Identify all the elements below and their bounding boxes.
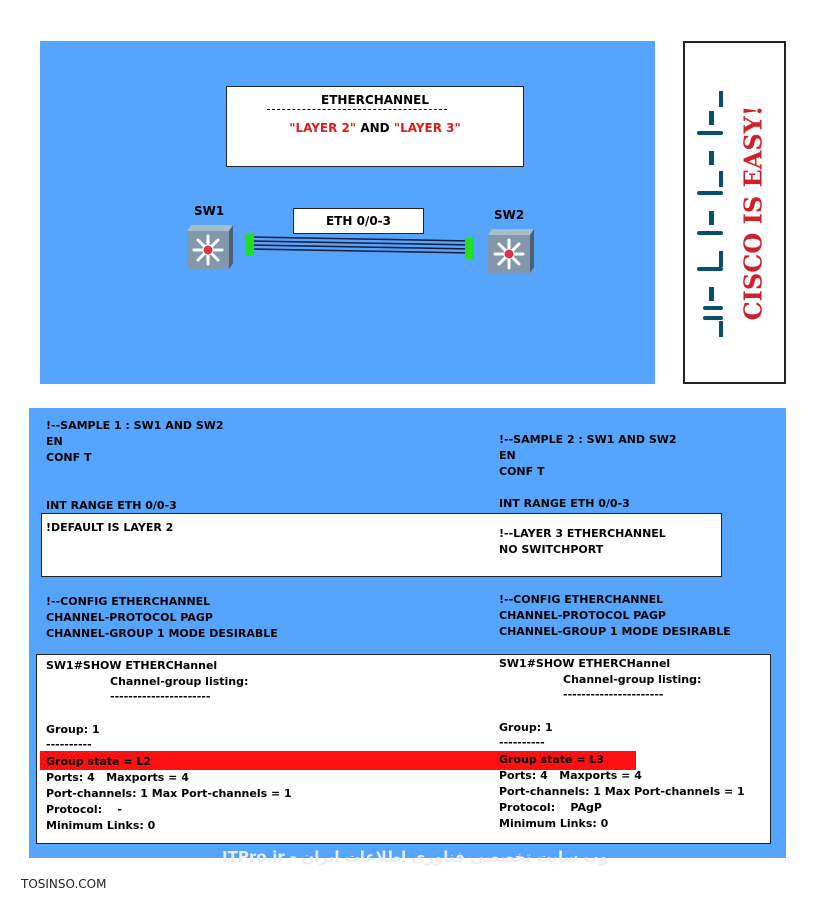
sample1-en: EN <box>46 435 63 448</box>
sample1-config-header: !--CONFIG ETHERCHANNEL <box>46 595 211 608</box>
sample1-config-group: CHANNEL-GROUP 1 MODE DESIRABLE <box>46 627 278 640</box>
sample1-int-range: INT RANGE ETH 0/0-3 <box>46 499 177 512</box>
sample1-protocol: Protocol: - <box>46 803 122 816</box>
sample1-header: !--SAMPLE 1 : SW1 AND SW2 <box>46 419 224 432</box>
diagram-panel <box>40 41 655 384</box>
sample2-ports: Ports: 4 Maxports = 4 <box>499 769 642 782</box>
sample1-config-protocol: CHANNEL-PROTOCOL PAGP <box>46 611 213 624</box>
cisco-bars-icon <box>689 91 729 341</box>
etherchannel-link <box>40 41 655 384</box>
sample2-note2: NO SWITCHPORT <box>499 543 604 556</box>
sw1-port-indicator <box>245 234 254 256</box>
sample1-listing: Channel-group listing: <box>110 675 249 688</box>
sample1-min-links: Minimum Links: 0 <box>46 819 156 832</box>
sample2-show-cmd: SW1#SHOW ETHERCHannel <box>499 657 671 670</box>
sample1-ports: Ports: 4 Maxports = 4 <box>46 771 189 784</box>
sample2-conf: CONF T <box>499 465 545 478</box>
sample1-group-dash: ---------- <box>46 738 92 751</box>
sample1-port-channels: Port-channels: 1 Max Port-channels = 1 <box>46 787 292 800</box>
sample2-note1: !--LAYER 3 ETHERCHANNEL <box>499 527 666 540</box>
sample2-config-header: !--CONFIG ETHERCHANNEL <box>499 593 664 606</box>
switch2-label: SW2 <box>494 208 525 222</box>
cisco-logo-text: CISCO IS EASY! <box>738 105 768 320</box>
watermark-text: وب سایت تخصصی فناوری اطلاعات ایران - ITPro.ir <box>222 848 608 866</box>
link-label: ETH 0/0-3 <box>325 214 391 228</box>
sample1-conf: CONF T <box>46 451 92 464</box>
sample2-min-links: Minimum Links: 0 <box>499 817 609 830</box>
switch2-icon[interactable] <box>484 227 538 275</box>
sample1-group-state: Group state = L2 <box>46 755 152 768</box>
sample2-en: EN <box>499 449 516 462</box>
sample2-config-group: CHANNEL-GROUP 1 MODE DESIRABLE <box>499 625 731 638</box>
sample1-note: !DEFAULT IS LAYER 2 <box>46 521 174 534</box>
sample1-listing-dash: ---------------------- <box>110 690 211 703</box>
sample2-group-dash: ---------- <box>499 736 545 749</box>
diagram-title: ETHERCHANNEL <box>321 93 429 107</box>
sample2-config-protocol: CHANNEL-PROTOCOL PAGP <box>499 609 666 622</box>
sample2-port-channels: Port-channels: 1 Max Port-channels = 1 <box>499 785 745 798</box>
sample2-protocol: Protocol: PAgP <box>499 801 602 814</box>
sw2-port-indicator <box>465 237 474 259</box>
switch1-icon[interactable] <box>183 223 237 271</box>
subtitle-layer3: "LAYER 3" <box>393 121 461 135</box>
sample2-int-range: INT RANGE ETH 0/0-3 <box>499 497 630 510</box>
sample1-group: Group: 1 <box>46 723 100 736</box>
subtitle-layer2: "LAYER 2" <box>289 121 357 135</box>
source-label: TOSINSO.COM <box>21 877 107 891</box>
sample2-listing-dash: ---------------------- <box>563 688 664 701</box>
sample2-group: Group: 1 <box>499 721 553 734</box>
subtitle-and: AND <box>360 121 390 135</box>
sample2-header: !--SAMPLE 2 : SW1 AND SW2 <box>499 433 677 446</box>
cisco-logo-box <box>683 41 786 384</box>
sample2-group-state: Group state = L3 <box>499 753 605 766</box>
switch1-label: SW1 <box>194 204 225 218</box>
sample1-show-cmd: SW1#SHOW ETHERCHannel <box>46 659 218 672</box>
sample2-listing: Channel-group listing: <box>563 673 702 686</box>
